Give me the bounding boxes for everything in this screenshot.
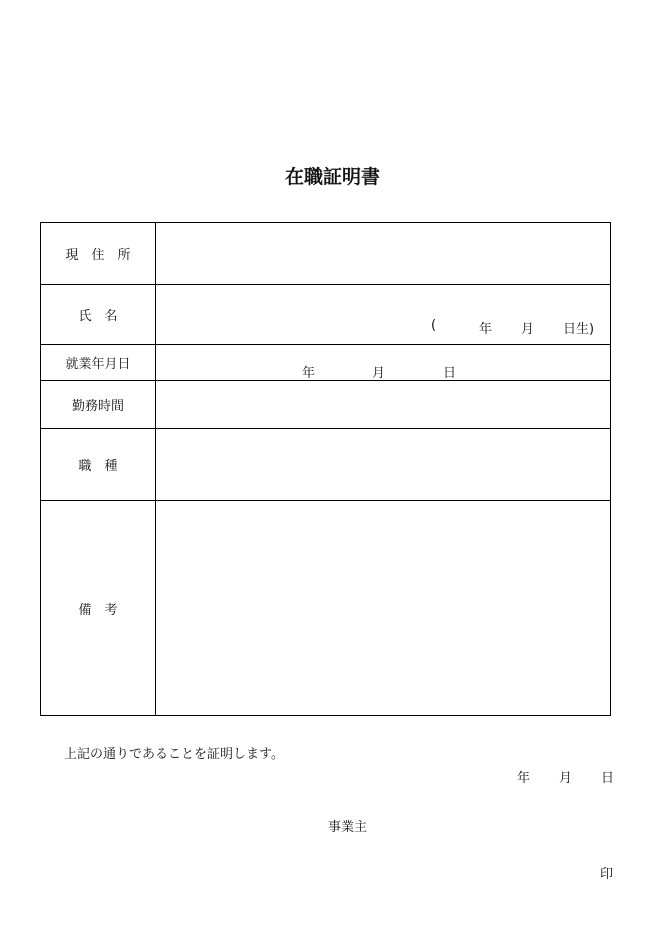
- issue-date-month: 月: [559, 771, 573, 786]
- employment-year-label: 年: [302, 366, 316, 381]
- birth-year-label: 年: [479, 322, 493, 337]
- birth-open-paren: (: [431, 318, 437, 333]
- birth-day-label: 日生): [563, 322, 595, 337]
- working-hours-field[interactable]: [156, 381, 610, 428]
- issue-date-day: 日: [601, 771, 615, 786]
- issue-date-year: 年: [517, 771, 531, 786]
- row-employment-date: [41, 345, 610, 381]
- seal-mark: 印: [600, 867, 614, 882]
- name-label: 氏 名: [41, 285, 156, 344]
- employment-month-label: 月: [372, 366, 386, 381]
- job-type-field[interactable]: [156, 429, 610, 500]
- row-name: [41, 285, 610, 345]
- row-address: [41, 223, 610, 285]
- row-working-hours: [41, 381, 610, 429]
- address-field[interactable]: [156, 223, 610, 284]
- row-remarks: [41, 501, 610, 715]
- job-type-label: 職 種: [41, 429, 156, 500]
- working-hours-label: 勤務時間: [41, 381, 156, 428]
- employment-date-label: 就業年月日: [41, 345, 156, 380]
- employer-label: 事業主: [328, 820, 368, 835]
- remarks-label: 備 考: [41, 501, 156, 715]
- remarks-field[interactable]: [156, 501, 610, 715]
- birth-month-label: 月: [521, 322, 535, 337]
- certificate-form-table: [40, 222, 611, 716]
- document-title: 在職証明書: [284, 166, 380, 188]
- row-job-type: [41, 429, 610, 501]
- address-label: 現 住 所: [41, 223, 156, 284]
- employment-date-field[interactable]: [156, 345, 610, 380]
- certification-statement: 上記の通りであることを証明します。: [64, 747, 284, 762]
- name-field[interactable]: [156, 285, 610, 344]
- employment-day-label: 日: [443, 366, 457, 381]
